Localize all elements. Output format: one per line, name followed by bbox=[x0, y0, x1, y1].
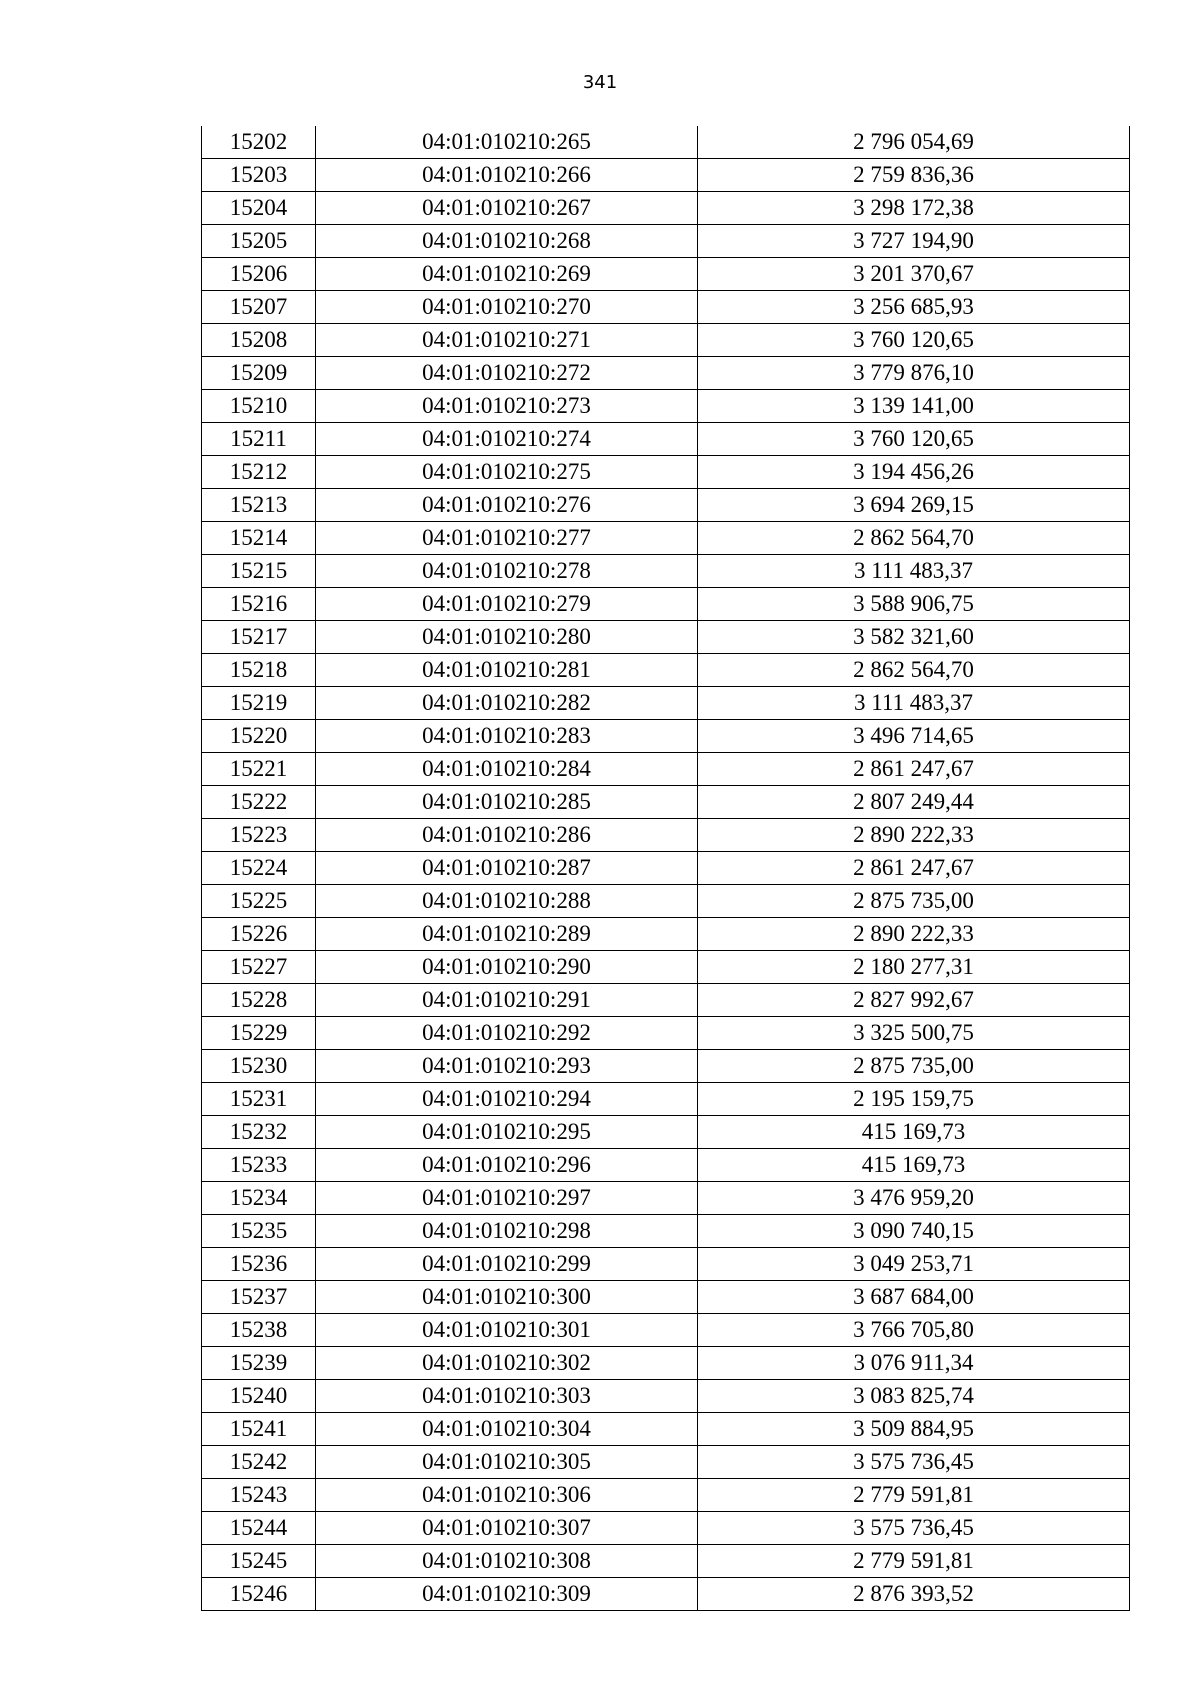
row-number-cell: 15206 bbox=[202, 258, 316, 291]
cadastral-value-cell: 2 779 591,81 bbox=[698, 1479, 1130, 1512]
table-row bbox=[202, 357, 1130, 390]
cadastral-value-cell: 3 256 685,93 bbox=[698, 291, 1130, 324]
row-number-cell: 15230 bbox=[202, 1050, 316, 1083]
cadastral-number-cell: 04:01:010210:295 bbox=[316, 1116, 698, 1149]
row-number-cell: 15231 bbox=[202, 1083, 316, 1116]
cadastral-number-cell: 04:01:010210:290 bbox=[316, 951, 698, 984]
row-number-cell: 15233 bbox=[202, 1149, 316, 1182]
row-number-cell: 15209 bbox=[202, 357, 316, 390]
row-number-cell: 15246 bbox=[202, 1578, 316, 1611]
table-row bbox=[202, 984, 1130, 1017]
cadastral-value-cell: 2 875 735,00 bbox=[698, 885, 1130, 918]
row-number-cell: 15208 bbox=[202, 324, 316, 357]
table-row bbox=[202, 1578, 1130, 1611]
row-number-cell: 15224 bbox=[202, 852, 316, 885]
cadastral-number-cell: 04:01:010210:269 bbox=[316, 258, 698, 291]
row-number-cell: 15238 bbox=[202, 1314, 316, 1347]
cadastral-value-cell: 3 325 500,75 bbox=[698, 1017, 1130, 1050]
cadastral-value-cell: 3 111 483,37 bbox=[698, 555, 1130, 588]
row-number-cell: 15240 bbox=[202, 1380, 316, 1413]
table-row bbox=[202, 324, 1130, 357]
table-row bbox=[202, 291, 1130, 324]
cadastral-value-cell: 2 890 222,33 bbox=[698, 918, 1130, 951]
cadastral-number-cell: 04:01:010210:306 bbox=[316, 1479, 698, 1512]
cadastral-number-cell: 04:01:010210:305 bbox=[316, 1446, 698, 1479]
table-row bbox=[202, 720, 1130, 753]
cadastral-number-cell: 04:01:010210:299 bbox=[316, 1248, 698, 1281]
row-number-cell: 15235 bbox=[202, 1215, 316, 1248]
table-row bbox=[202, 390, 1130, 423]
cadastral-number-cell: 04:01:010210:280 bbox=[316, 621, 698, 654]
row-number-cell: 15223 bbox=[202, 819, 316, 852]
row-number-cell: 15205 bbox=[202, 225, 316, 258]
cadastral-value-cell: 3 476 959,20 bbox=[698, 1182, 1130, 1215]
cadastral-number-cell: 04:01:010210:298 bbox=[316, 1215, 698, 1248]
cadastral-number-cell: 04:01:010210:281 bbox=[316, 654, 698, 687]
cadastral-value-cell: 3 588 906,75 bbox=[698, 588, 1130, 621]
cadastral-number-cell: 04:01:010210:300 bbox=[316, 1281, 698, 1314]
cadastral-value-cell: 2 861 247,67 bbox=[698, 753, 1130, 786]
row-number-cell: 15226 bbox=[202, 918, 316, 951]
table-row bbox=[202, 786, 1130, 819]
page-number: 341 bbox=[582, 72, 618, 93]
cadastral-number-cell: 04:01:010210:288 bbox=[316, 885, 698, 918]
cadastral-value-cell: 3 575 736,45 bbox=[698, 1446, 1130, 1479]
cadastral-value-cell: 3 760 120,65 bbox=[698, 324, 1130, 357]
table-row bbox=[202, 1413, 1130, 1446]
cadastral-number-cell: 04:01:010210:270 bbox=[316, 291, 698, 324]
cadastral-number-cell: 04:01:010210:303 bbox=[316, 1380, 698, 1413]
row-number-cell: 15228 bbox=[202, 984, 316, 1017]
cadastral-number-cell: 04:01:010210:265 bbox=[316, 126, 698, 159]
table-row bbox=[202, 1512, 1130, 1545]
row-number-cell: 15215 bbox=[202, 555, 316, 588]
cadastral-number-cell: 04:01:010210:294 bbox=[316, 1083, 698, 1116]
row-number-cell: 15222 bbox=[202, 786, 316, 819]
cadastral-value-cell: 415 169,73 bbox=[698, 1116, 1130, 1149]
cadastral-value-cell: 415 169,73 bbox=[698, 1149, 1130, 1182]
row-number-cell: 15204 bbox=[202, 192, 316, 225]
row-number-cell: 15225 bbox=[202, 885, 316, 918]
cadastral-number-cell: 04:01:010210:307 bbox=[316, 1512, 698, 1545]
cadastral-number-cell: 04:01:010210:277 bbox=[316, 522, 698, 555]
row-number-cell: 15218 bbox=[202, 654, 316, 687]
row-number-cell: 15212 bbox=[202, 456, 316, 489]
cadastral-value-cell: 2 807 249,44 bbox=[698, 786, 1130, 819]
cadastral-value-cell: 3 687 684,00 bbox=[698, 1281, 1130, 1314]
table-row bbox=[202, 456, 1130, 489]
cadastral-value-cell: 2 759 836,36 bbox=[698, 159, 1130, 192]
cadastral-number-cell: 04:01:010210:293 bbox=[316, 1050, 698, 1083]
cadastral-value-cell: 2 779 591,81 bbox=[698, 1545, 1130, 1578]
row-number-cell: 15210 bbox=[202, 390, 316, 423]
cadastral-number-cell: 04:01:010210:272 bbox=[316, 357, 698, 390]
table-row bbox=[202, 1545, 1130, 1578]
row-number-cell: 15237 bbox=[202, 1281, 316, 1314]
row-number-cell: 15243 bbox=[202, 1479, 316, 1512]
cadastral-value-cell: 3 582 321,60 bbox=[698, 621, 1130, 654]
table-row bbox=[202, 225, 1130, 258]
cadastral-value-cell: 3 201 370,67 bbox=[698, 258, 1130, 291]
cadastral-number-cell: 04:01:010210:289 bbox=[316, 918, 698, 951]
cadastral-value-cell: 3 509 884,95 bbox=[698, 1413, 1130, 1446]
row-number-cell: 15229 bbox=[202, 1017, 316, 1050]
table-row bbox=[202, 126, 1130, 159]
table-row bbox=[202, 1149, 1130, 1182]
table-row bbox=[202, 1017, 1130, 1050]
cadastral-number-cell: 04:01:010210:287 bbox=[316, 852, 698, 885]
row-number-cell: 15213 bbox=[202, 489, 316, 522]
row-number-cell: 15211 bbox=[202, 423, 316, 456]
cadastral-value-cell: 3 727 194,90 bbox=[698, 225, 1130, 258]
table-row bbox=[202, 258, 1130, 291]
table-row bbox=[202, 951, 1130, 984]
row-number-cell: 15234 bbox=[202, 1182, 316, 1215]
cadastral-value-cell: 3 298 172,38 bbox=[698, 192, 1130, 225]
table-row bbox=[202, 687, 1130, 720]
table-row bbox=[202, 1083, 1130, 1116]
table-row bbox=[202, 489, 1130, 522]
table-row bbox=[202, 423, 1130, 456]
table-row bbox=[202, 819, 1130, 852]
table-row bbox=[202, 1182, 1130, 1215]
row-number-cell: 15239 bbox=[202, 1347, 316, 1380]
table-row bbox=[202, 918, 1130, 951]
row-number-cell: 15232 bbox=[202, 1116, 316, 1149]
cadastral-value-cell: 2 862 564,70 bbox=[698, 522, 1130, 555]
cadastral-value-cell: 2 861 247,67 bbox=[698, 852, 1130, 885]
cadastral-value-cell: 3 575 736,45 bbox=[698, 1512, 1130, 1545]
cadastral-number-cell: 04:01:010210:274 bbox=[316, 423, 698, 456]
cadastral-number-cell: 04:01:010210:283 bbox=[316, 720, 698, 753]
table-row bbox=[202, 522, 1130, 555]
row-number-cell: 15219 bbox=[202, 687, 316, 720]
table-row bbox=[202, 1380, 1130, 1413]
table-row bbox=[202, 555, 1130, 588]
table-row bbox=[202, 654, 1130, 687]
cadastral-value-cell: 2 796 054,69 bbox=[698, 126, 1130, 159]
cadastral-value-cell: 3 694 269,15 bbox=[698, 489, 1130, 522]
cadastral-value-cell: 2 875 735,00 bbox=[698, 1050, 1130, 1083]
table-row bbox=[202, 192, 1130, 225]
cadastral-number-cell: 04:01:010210:284 bbox=[316, 753, 698, 786]
cadastral-number-cell: 04:01:010210:309 bbox=[316, 1578, 698, 1611]
table-row bbox=[202, 753, 1130, 786]
cadastral-value-cell: 2 862 564,70 bbox=[698, 654, 1130, 687]
cadastral-value-cell: 3 779 876,10 bbox=[698, 357, 1130, 390]
row-number-cell: 15245 bbox=[202, 1545, 316, 1578]
row-number-cell: 15227 bbox=[202, 951, 316, 984]
cadastral-number-cell: 04:01:010210:308 bbox=[316, 1545, 698, 1578]
cadastral-value-cell: 2 195 159,75 bbox=[698, 1083, 1130, 1116]
cadastral-value-cell: 3 139 141,00 bbox=[698, 390, 1130, 423]
cadastral-value-cell: 3 496 714,65 bbox=[698, 720, 1130, 753]
row-number-cell: 15220 bbox=[202, 720, 316, 753]
table-row bbox=[202, 621, 1130, 654]
table-body bbox=[202, 126, 1130, 1611]
cadastral-value-cell: 2 876 393,52 bbox=[698, 1578, 1130, 1611]
table-row bbox=[202, 1314, 1130, 1347]
cadastral-value-cell: 3 083 825,74 bbox=[698, 1380, 1130, 1413]
table-row bbox=[202, 588, 1130, 621]
cadastral-value-cell: 3 194 456,26 bbox=[698, 456, 1130, 489]
cadastral-number-cell: 04:01:010210:286 bbox=[316, 819, 698, 852]
table-row bbox=[202, 1215, 1130, 1248]
cadastral-value-cell: 3 766 705,80 bbox=[698, 1314, 1130, 1347]
row-number-cell: 15236 bbox=[202, 1248, 316, 1281]
cadastral-number-cell: 04:01:010210:296 bbox=[316, 1149, 698, 1182]
table-row bbox=[202, 1446, 1130, 1479]
cadastral-value-cell: 3 760 120,65 bbox=[698, 423, 1130, 456]
cadastral-number-cell: 04:01:010210:297 bbox=[316, 1182, 698, 1215]
table-row bbox=[202, 1479, 1130, 1512]
row-number-cell: 15202 bbox=[202, 126, 316, 159]
cadastral-number-cell: 04:01:010210:292 bbox=[316, 1017, 698, 1050]
cadastral-value-cell: 2 890 222,33 bbox=[698, 819, 1130, 852]
row-number-cell: 15214 bbox=[202, 522, 316, 555]
cadastral-number-cell: 04:01:010210:268 bbox=[316, 225, 698, 258]
cadastral-value-cell: 3 076 911,34 bbox=[698, 1347, 1130, 1380]
cadastral-number-cell: 04:01:010210:266 bbox=[316, 159, 698, 192]
cadastral-number-cell: 04:01:010210:273 bbox=[316, 390, 698, 423]
table-row bbox=[202, 1281, 1130, 1314]
cadastral-number-cell: 04:01:010210:302 bbox=[316, 1347, 698, 1380]
cadastral-value-table bbox=[201, 126, 1130, 1611]
table-row bbox=[202, 1248, 1130, 1281]
cadastral-value-cell: 2 827 992,67 bbox=[698, 984, 1130, 1017]
cadastral-number-cell: 04:01:010210:278 bbox=[316, 555, 698, 588]
table-row bbox=[202, 885, 1130, 918]
cadastral-number-cell: 04:01:010210:275 bbox=[316, 456, 698, 489]
cadastral-number-cell: 04:01:010210:301 bbox=[316, 1314, 698, 1347]
cadastral-number-cell: 04:01:010210:282 bbox=[316, 687, 698, 720]
table-row bbox=[202, 1050, 1130, 1083]
table-row bbox=[202, 159, 1130, 192]
cadastral-value-cell: 3 090 740,15 bbox=[698, 1215, 1130, 1248]
row-number-cell: 15216 bbox=[202, 588, 316, 621]
cadastral-value-cell: 3 049 253,71 bbox=[698, 1248, 1130, 1281]
cadastral-number-cell: 04:01:010210:285 bbox=[316, 786, 698, 819]
row-number-cell: 15217 bbox=[202, 621, 316, 654]
cadastral-number-cell: 04:01:010210:267 bbox=[316, 192, 698, 225]
cadastral-number-cell: 04:01:010210:271 bbox=[316, 324, 698, 357]
row-number-cell: 15244 bbox=[202, 1512, 316, 1545]
row-number-cell: 15241 bbox=[202, 1413, 316, 1446]
cadastral-number-cell: 04:01:010210:291 bbox=[316, 984, 698, 1017]
cadastral-number-cell: 04:01:010210:304 bbox=[316, 1413, 698, 1446]
cadastral-number-cell: 04:01:010210:276 bbox=[316, 489, 698, 522]
cadastral-value-cell: 2 180 277,31 bbox=[698, 951, 1130, 984]
cadastral-value-cell: 3 111 483,37 bbox=[698, 687, 1130, 720]
row-number-cell: 15242 bbox=[202, 1446, 316, 1479]
table-row bbox=[202, 852, 1130, 885]
row-number-cell: 15203 bbox=[202, 159, 316, 192]
table-row bbox=[202, 1116, 1130, 1149]
cadastral-number-cell: 04:01:010210:279 bbox=[316, 588, 698, 621]
row-number-cell: 15207 bbox=[202, 291, 316, 324]
row-number-cell: 15221 bbox=[202, 753, 316, 786]
table-row bbox=[202, 1347, 1130, 1380]
